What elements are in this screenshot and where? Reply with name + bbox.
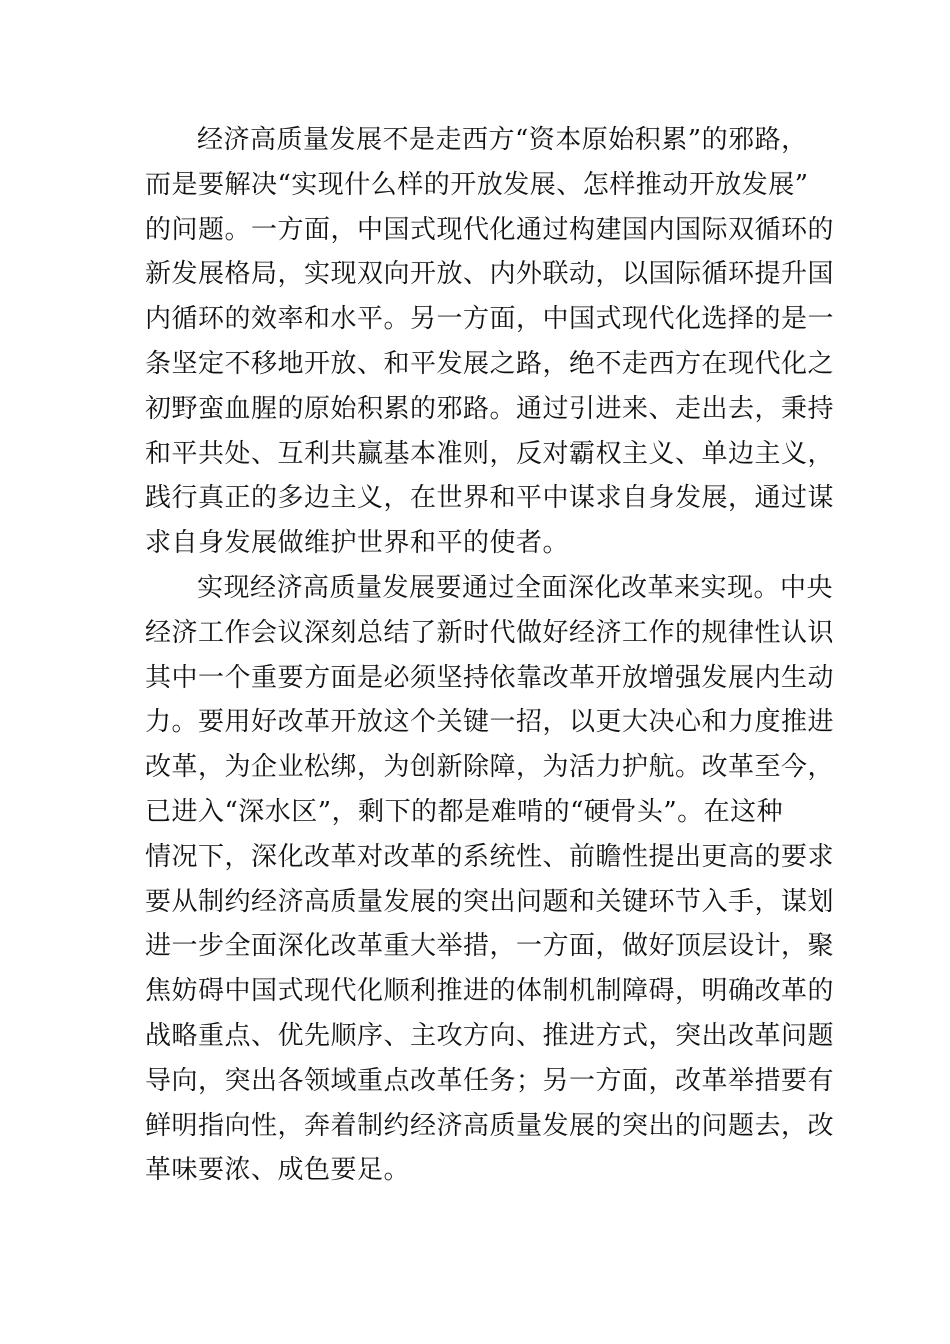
text-line: 实现经济高质量发展要通过全面深化改革来实现。中央 — [197, 572, 834, 603]
text-line: 鲜明指向性，奔着制约经济高质量发展的突出的问题去，改 — [145, 1110, 835, 1141]
text-line: 内循环的效率和水平。另一方面，中国式现代化选择的是一 — [145, 304, 835, 335]
text-line: 力。要用好改革开放这个关键一招，以更大决心和力度推进 — [145, 707, 835, 738]
text-line: 初野蛮血腥的原始积累的邪路。通过引进来、走出去，秉持 — [145, 393, 835, 424]
text-line: 条坚定不移地开放、和平发展之路，绝不走西方在现代化之 — [145, 348, 835, 379]
text-line: 新发展格局，实现双向开放、内外联动，以国际循环提升国 — [145, 259, 835, 290]
text-line: 的问题。一方面，中国式现代化通过构建国内国际双循环的 — [145, 214, 835, 245]
text-line: 求自身发展做维护世界和平的使者。 — [145, 528, 570, 559]
paragraph-1 — [145, 118, 835, 566]
text-line: 其中一个重要方面是必须坚持依靠改革开放增强发展内生动 — [145, 662, 835, 693]
document-body — [145, 118, 835, 1193]
text-line: 进一步全面深化改革重大举措，一方面，做好顶层设计，聚 — [145, 931, 835, 962]
text-line: 经济工作会议深刻总结了新时代做好经济工作的规律性认识 — [145, 617, 835, 648]
text-line: 而是要解决“实现什么样的开放发展、怎样推动开放发展” — [145, 169, 809, 200]
text-line: 已进入“深水区”，剩下的都是难啃的“硬骨头”。在这种 — [145, 796, 784, 827]
text-line: 经济高质量发展不是走西方“资本原始积累”的邪路， — [197, 125, 808, 155]
text-line: 情况下，深化改革对改革的系统性、前瞻性提出更高的要求 — [145, 841, 835, 872]
text-line: 践行真正的多边主义，在世界和平中谋求自身发展，通过谋 — [145, 483, 835, 514]
text-line: 焦妨碍中国式现代化顺利推进的体制机制障碍，明确改革的 — [145, 976, 835, 1007]
text-line: 和平共处、互利共赢基本准则，反对霸权主义、单边主义， — [145, 438, 835, 469]
text-line: 导向，突出各领域重点改革任务；另一方面，改革举措要有 — [145, 1065, 835, 1096]
text-line: 战略重点、优先顺序、主攻方向、推进方式，突出改革问题 — [145, 1020, 835, 1051]
paragraph-2 — [145, 566, 835, 1193]
text-line: 革味要浓、成色要足。 — [145, 1155, 411, 1186]
text-line: 改革，为企业松绑，为创新除障，为活力护航。改革至今， — [145, 752, 835, 783]
text-line: 要从制约经济高质量发展的突出问题和关键环节入手，谋划 — [145, 886, 835, 917]
